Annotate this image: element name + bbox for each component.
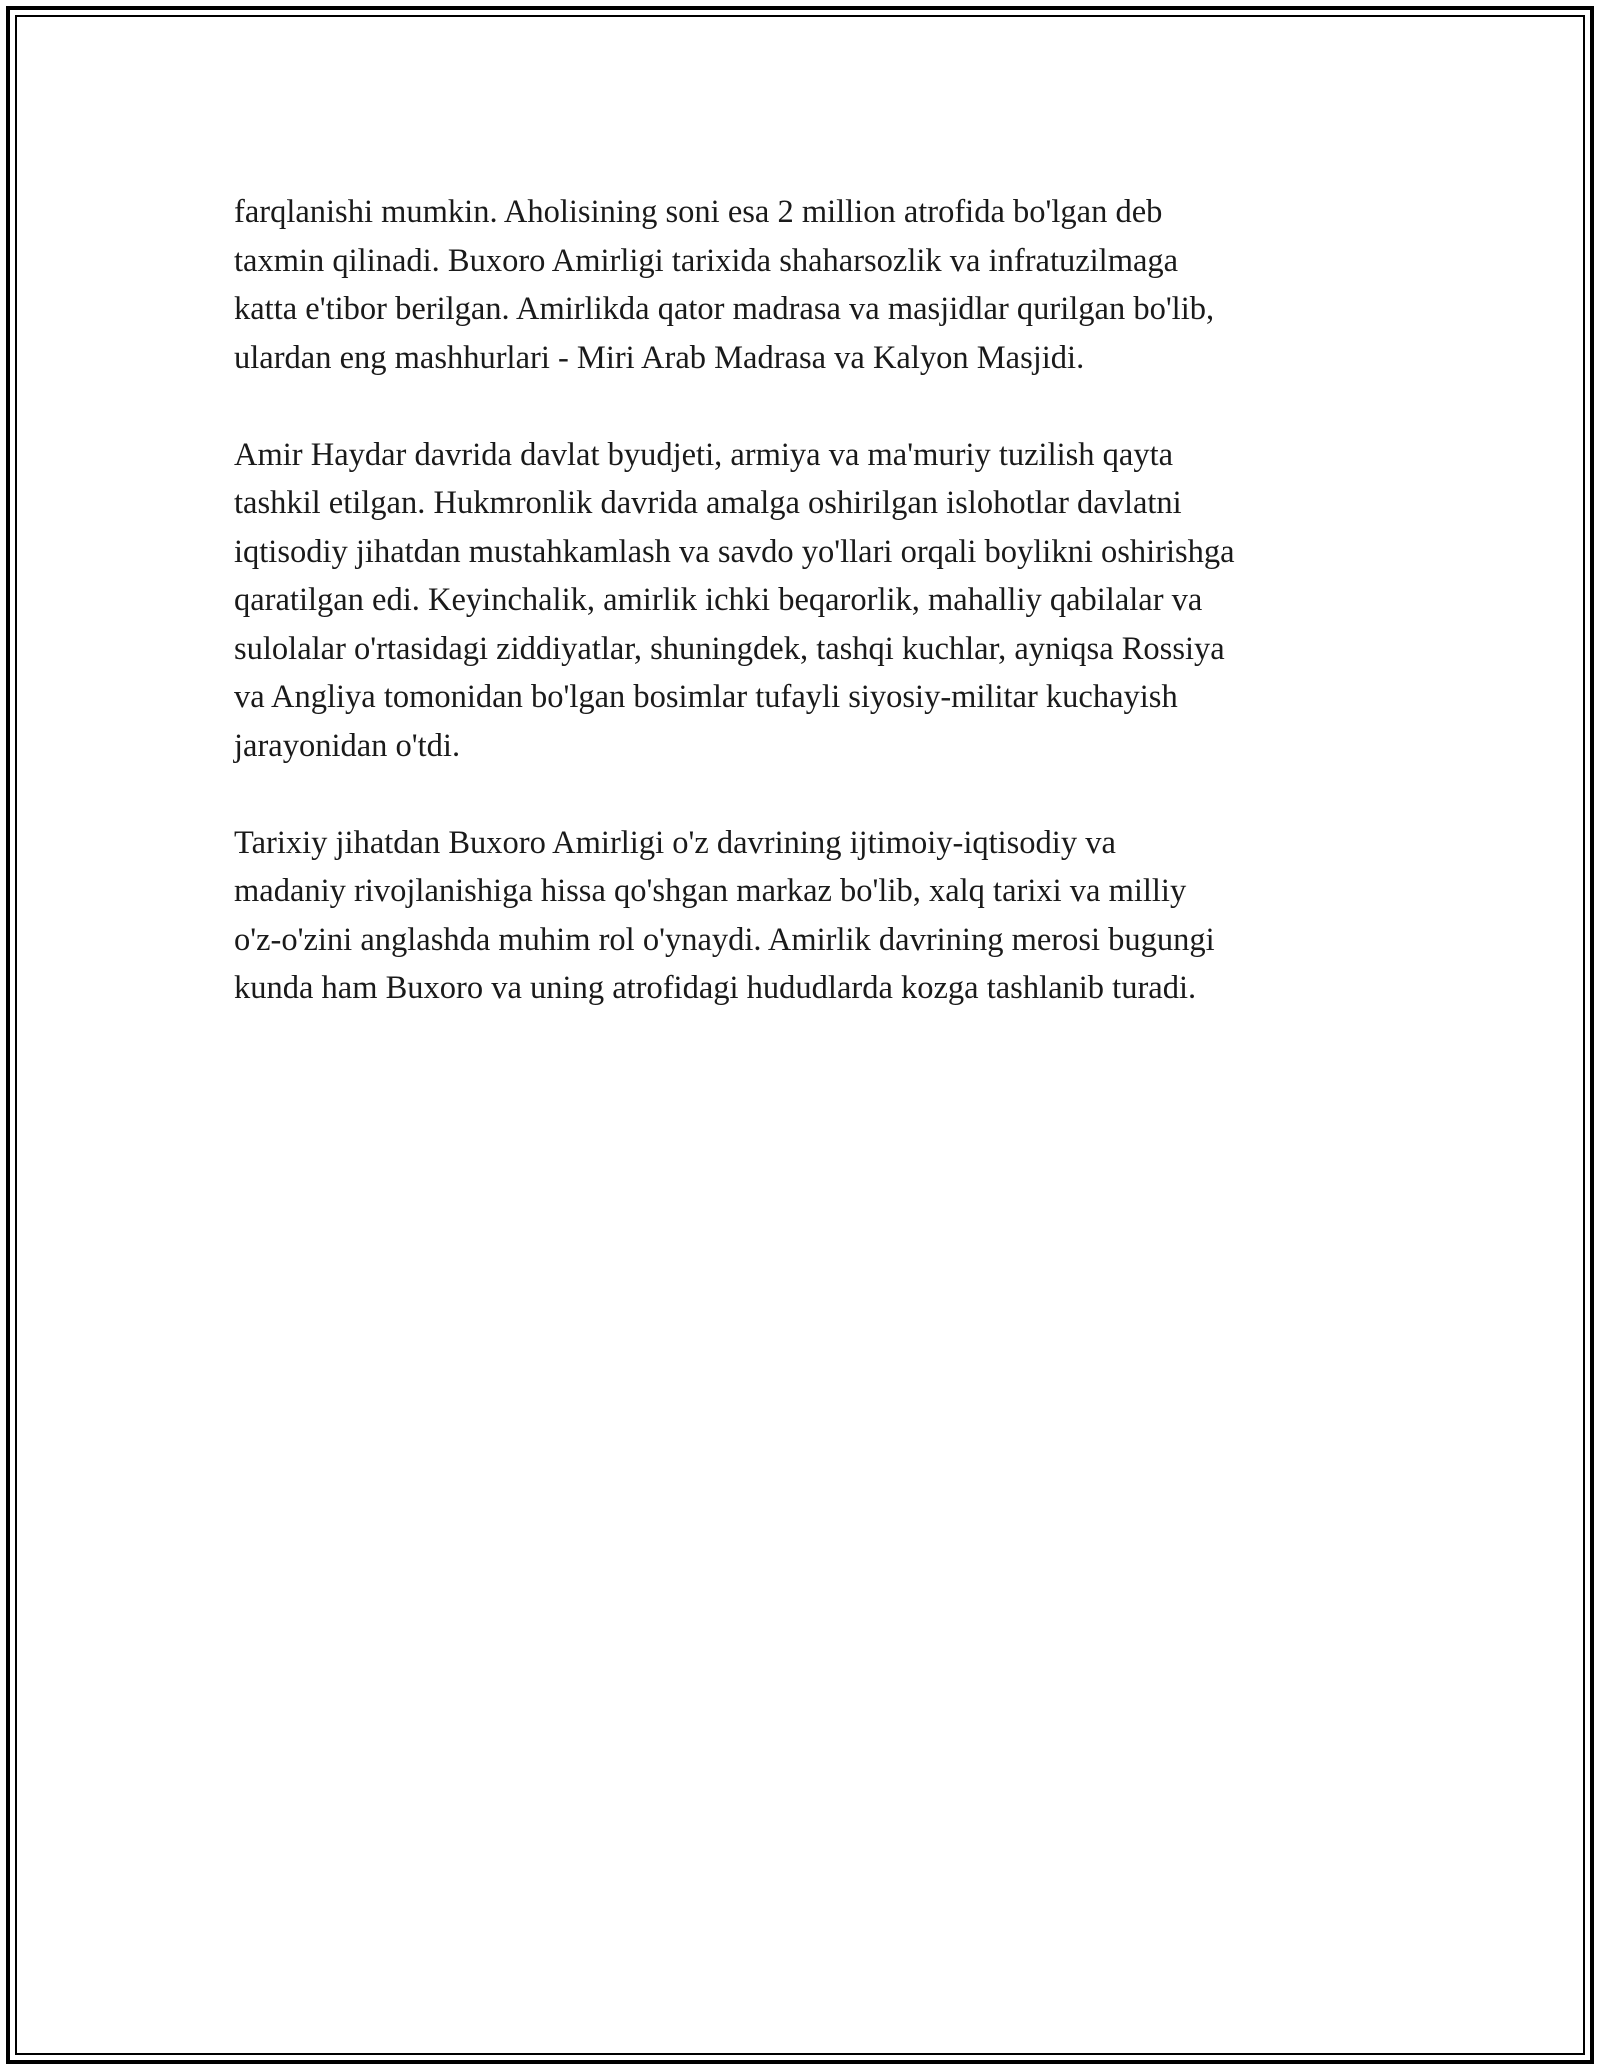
text-line: Amir Haydar davrida davlat byudjeti, armiya va ma'muriy tuzilish qayta bbox=[234, 436, 1174, 473]
document-body bbox=[234, 188, 1394, 1061]
text-line: jarayonidan o'tdi. bbox=[234, 727, 461, 764]
paragraph-1 bbox=[234, 188, 1394, 382]
text-line: kunda ham Buxoro va uning atrofidagi hududlarda kozga tashlanib turadi. bbox=[234, 970, 1197, 1006]
text-line: taxmin qilinadi. Buxoro Amirligi tarixida shaharsozlik va infratuzilmaga bbox=[234, 242, 1179, 279]
text-line: katta e'tibor berilgan. Amirlikda qator madrasa va masjidlar qurilgan bo'lib, bbox=[234, 291, 1215, 327]
text-line: sulolalar o'rtasidagi ziddiyatlar, shuningdek, tashqi kuchlar, ayniqsa Rossiya bbox=[234, 630, 1225, 667]
text-line: madaniy rivojlanishiga hissa qo'shgan markaz bo'lib, xalq tarixi va milliy bbox=[234, 873, 1187, 909]
text-line: va Angliya tomonidan bo'lgan bosimlar tufayli siyosiy-militar kuchayish bbox=[234, 679, 1178, 715]
text-line: tashkil etilgan. Hukmronlik davrida amalga oshirilgan islohotlar davlatni bbox=[234, 485, 1182, 521]
text-line: qaratilgan edi. Keyinchalik, amirlik ichki beqarorlik, mahalliy qabilalar va bbox=[234, 582, 1203, 618]
text-line: o'z-o'zini anglashda muhim rol o'ynaydi. Amirlik davrining merosi bugungi bbox=[234, 921, 1215, 958]
text-line: Tarixiy jihatdan Buxoro Amirligi o'z davrining ijtimoiy-iqtisodiy va bbox=[234, 824, 1116, 861]
text-line: farqlanishi mumkin. Aholisining soni esa 2 million atrofida bo'lgan deb bbox=[234, 194, 1163, 230]
text-line: ulardan eng mashhurlari - Miri Arab Madrasa va Kalyon Masjidi. bbox=[234, 339, 1085, 376]
paragraph-2 bbox=[234, 431, 1394, 771]
paragraph-3 bbox=[234, 819, 1394, 1013]
text-line: iqtisodiy jihatdan mustahkamlash va savdo yo'llari orqali boylikni oshirishga bbox=[234, 533, 1235, 570]
